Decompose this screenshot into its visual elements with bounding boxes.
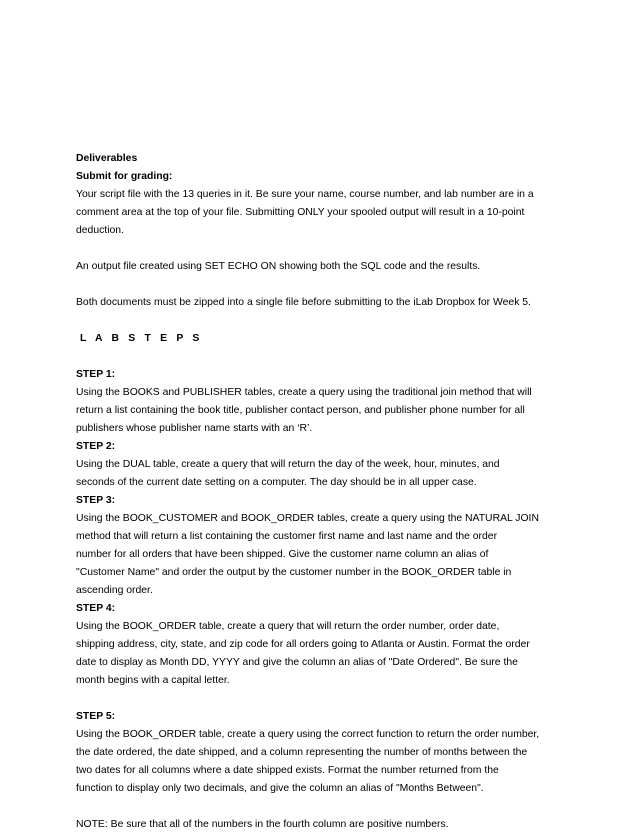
step-5-line: the date ordered, the date shipped, and a column representing the number of months between the — [76, 747, 528, 758]
deliverables-paragraph-line: Your script file with the 13 queries in it. Be sure your name, course number, and lab number are in a — [76, 189, 534, 200]
note-paragraph: NOTE: Be sure that all of the numbers in the fourth column are positive numbers. — [76, 819, 449, 830]
step-2-line: Using the DUAL table, create a query that will return the day of the week, hour, minutes, and — [76, 459, 500, 470]
zip-instructions-paragraph: Both documents must be zipped into a single file before submitting to the iLab Dropbox for Week 5. — [76, 297, 531, 308]
output-file-paragraph: An output file created using SET ECHO ON showing both the SQL code and the results. — [76, 261, 481, 272]
blank-line — [76, 312, 576, 330]
step-3-line: ascending order. — [76, 585, 153, 596]
blank-line — [76, 240, 576, 258]
step-3-heading: STEP 3: — [76, 495, 116, 506]
blank-line — [76, 348, 576, 366]
step-4-line: date to display as Month DD, YYYY and give the column an alias of "Date Ordered". Be sure the — [76, 657, 518, 668]
step-1-line: return a list containing the book title, publisher contact person, and publisher phone number for all — [76, 405, 525, 416]
submit-for-grading-heading: Submit for grading: — [76, 171, 173, 182]
step-1-heading: STEP 1: — [76, 369, 116, 380]
step-4-line: month begins with a capital letter. — [76, 675, 230, 686]
step-4-line: Using the BOOK_ORDER table, create a query that will return the order number, order date, — [76, 621, 500, 632]
step-1-line: Using the BOOKS and PUBLISHER tables, create a query using the traditional join method that will — [76, 387, 532, 398]
step-5-line: Using the BOOK_ORDER table, create a query using the correct function to return the order number, — [76, 729, 540, 740]
document-page — [76, 150, 576, 834]
step-2-heading: STEP 2: — [76, 441, 116, 452]
deliverables-paragraph-line: deduction. — [76, 225, 124, 236]
step-3-line: "Customer Name" and order the output by the customer number in the BOOK_ORDER table in — [76, 567, 512, 578]
labsteps-heading: L A B S T E P S — [80, 333, 203, 344]
step-4-line: shipping address, city, state, and zip code for all orders going to Atlanta or Austin. Format the order — [76, 639, 530, 650]
blank-line — [76, 276, 576, 294]
step-2-line: seconds of the current date setting on a computer. The day should be in all upper case. — [76, 477, 477, 488]
blank-line — [76, 798, 576, 816]
step-4-heading: STEP 4: — [76, 603, 116, 614]
step-5-line: two dates for all columns where a date shipped exists. Format the number returned from the — [76, 765, 499, 776]
deliverables-paragraph-line: comment area at the top of your file. Submitting ONLY your spooled output will result in a 10-point — [76, 207, 525, 218]
step-5-heading: STEP 5: — [76, 711, 116, 722]
step-3-line: Using the BOOK_CUSTOMER and BOOK_ORDER tables, create a query using the NATURAL JOIN — [76, 513, 539, 524]
step-3-line: number for all orders that have been shipped. Give the customer name column an alias of — [76, 549, 489, 560]
step-1-line: publishers whose publisher name starts with an ‘R’. — [76, 423, 313, 434]
blank-line — [76, 690, 576, 708]
step-5-line: function to display only two decimals, and give the column an alias of "Months Between". — [76, 783, 484, 794]
deliverables-heading: Deliverables — [76, 153, 138, 164]
step-3-line: method that will return a list containing the customer first name and last name and the order — [76, 531, 498, 542]
